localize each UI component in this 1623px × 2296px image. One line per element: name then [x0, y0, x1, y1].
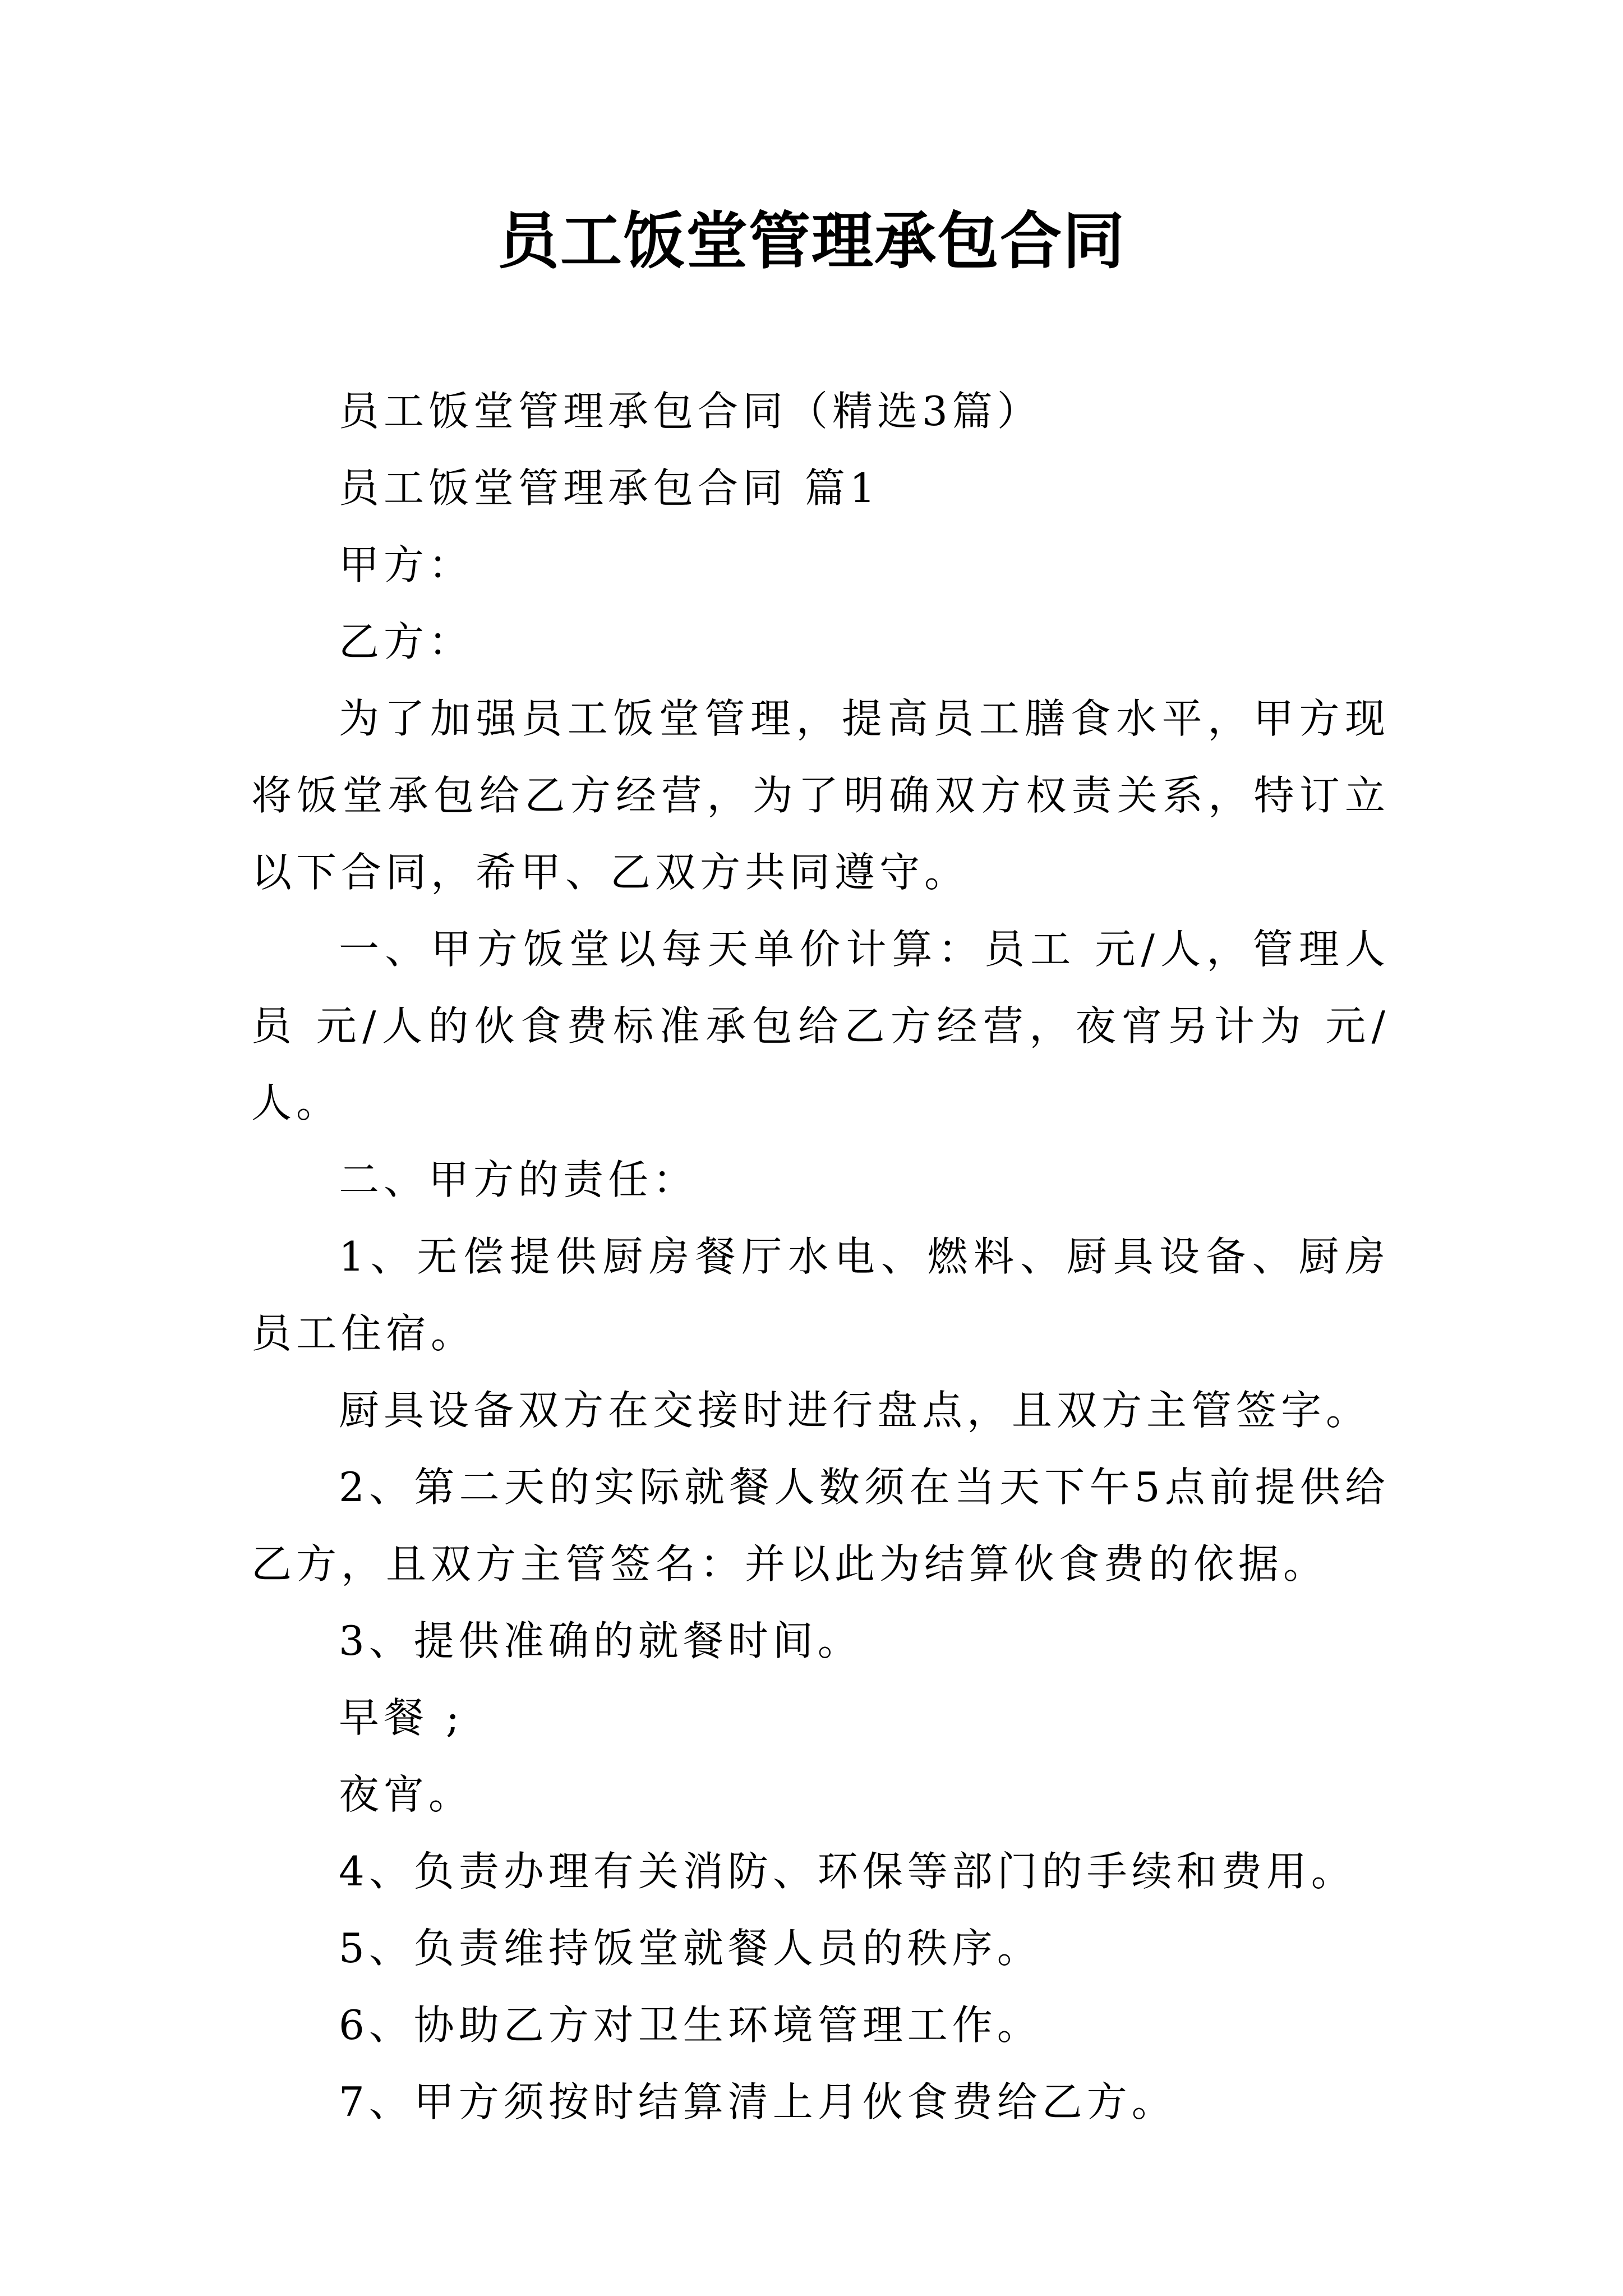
paragraph-item-2: 2、第二天的实际就餐人数须在当天下午5点前提供给乙方，且双方主管签名：并以此为结算伙食费的依据。	[251, 1464, 1390, 1588]
paragraph-party-a: 甲方：	[339, 541, 474, 588]
paragraph-subtitle: 员工饭堂管理承包合同（精选3篇）	[339, 388, 1042, 435]
paragraph-item-1-note: 厨具设备双方在交接时进行盘点，且双方主管签字。	[339, 1387, 1371, 1434]
paragraph-item-4: 4、负责办理有关消防、环保等部门的手续和费用。	[339, 1848, 1356, 1895]
paragraph-item-7: 7、甲方须按时结算清上月伙食费给乙方。	[339, 2078, 1177, 2125]
paragraph-item-5: 5、负责维持饭堂就餐人员的秩序。	[339, 1925, 1042, 1972]
paragraph-preamble: 为了加强员工饭堂管理，提高员工膳食水平，甲方现将饭堂承包给乙方经营，为了明确双方权责关系，特订立以下合同，希甲、乙双方共同遵守。	[251, 695, 1390, 896]
paragraph-clause-2-heading: 二、甲方的责任：	[339, 1156, 698, 1203]
paragraph-clause-1: 一、甲方饭堂以每天单价计算：员工 元/人，管理人员 元/人的伙食费标准承包给乙方经营，夜宵另计为 元/人。	[251, 926, 1390, 1126]
paragraph-party-b: 乙方：	[339, 618, 474, 665]
paragraph-section-heading: 员工饭堂管理承包合同 篇1	[339, 464, 880, 512]
paragraph-breakfast: 早餐 ;	[339, 1694, 464, 1741]
paragraph-late-night: 夜宵。	[339, 1771, 474, 1818]
paragraph-item-6: 6、协助乙方对卫生环境管理工作。	[339, 2001, 1042, 2049]
paragraph-item-3: 3、提供准确的就餐时间。	[339, 1617, 863, 1664]
document-body	[251, 373, 1390, 2141]
document-title: 员工饭堂管理承包合同	[497, 205, 1126, 277]
paragraph-item-1: 1、无偿提供厨房餐厅水电、燃料、厨具设备、厨房员工住宿。	[251, 1233, 1390, 1357]
